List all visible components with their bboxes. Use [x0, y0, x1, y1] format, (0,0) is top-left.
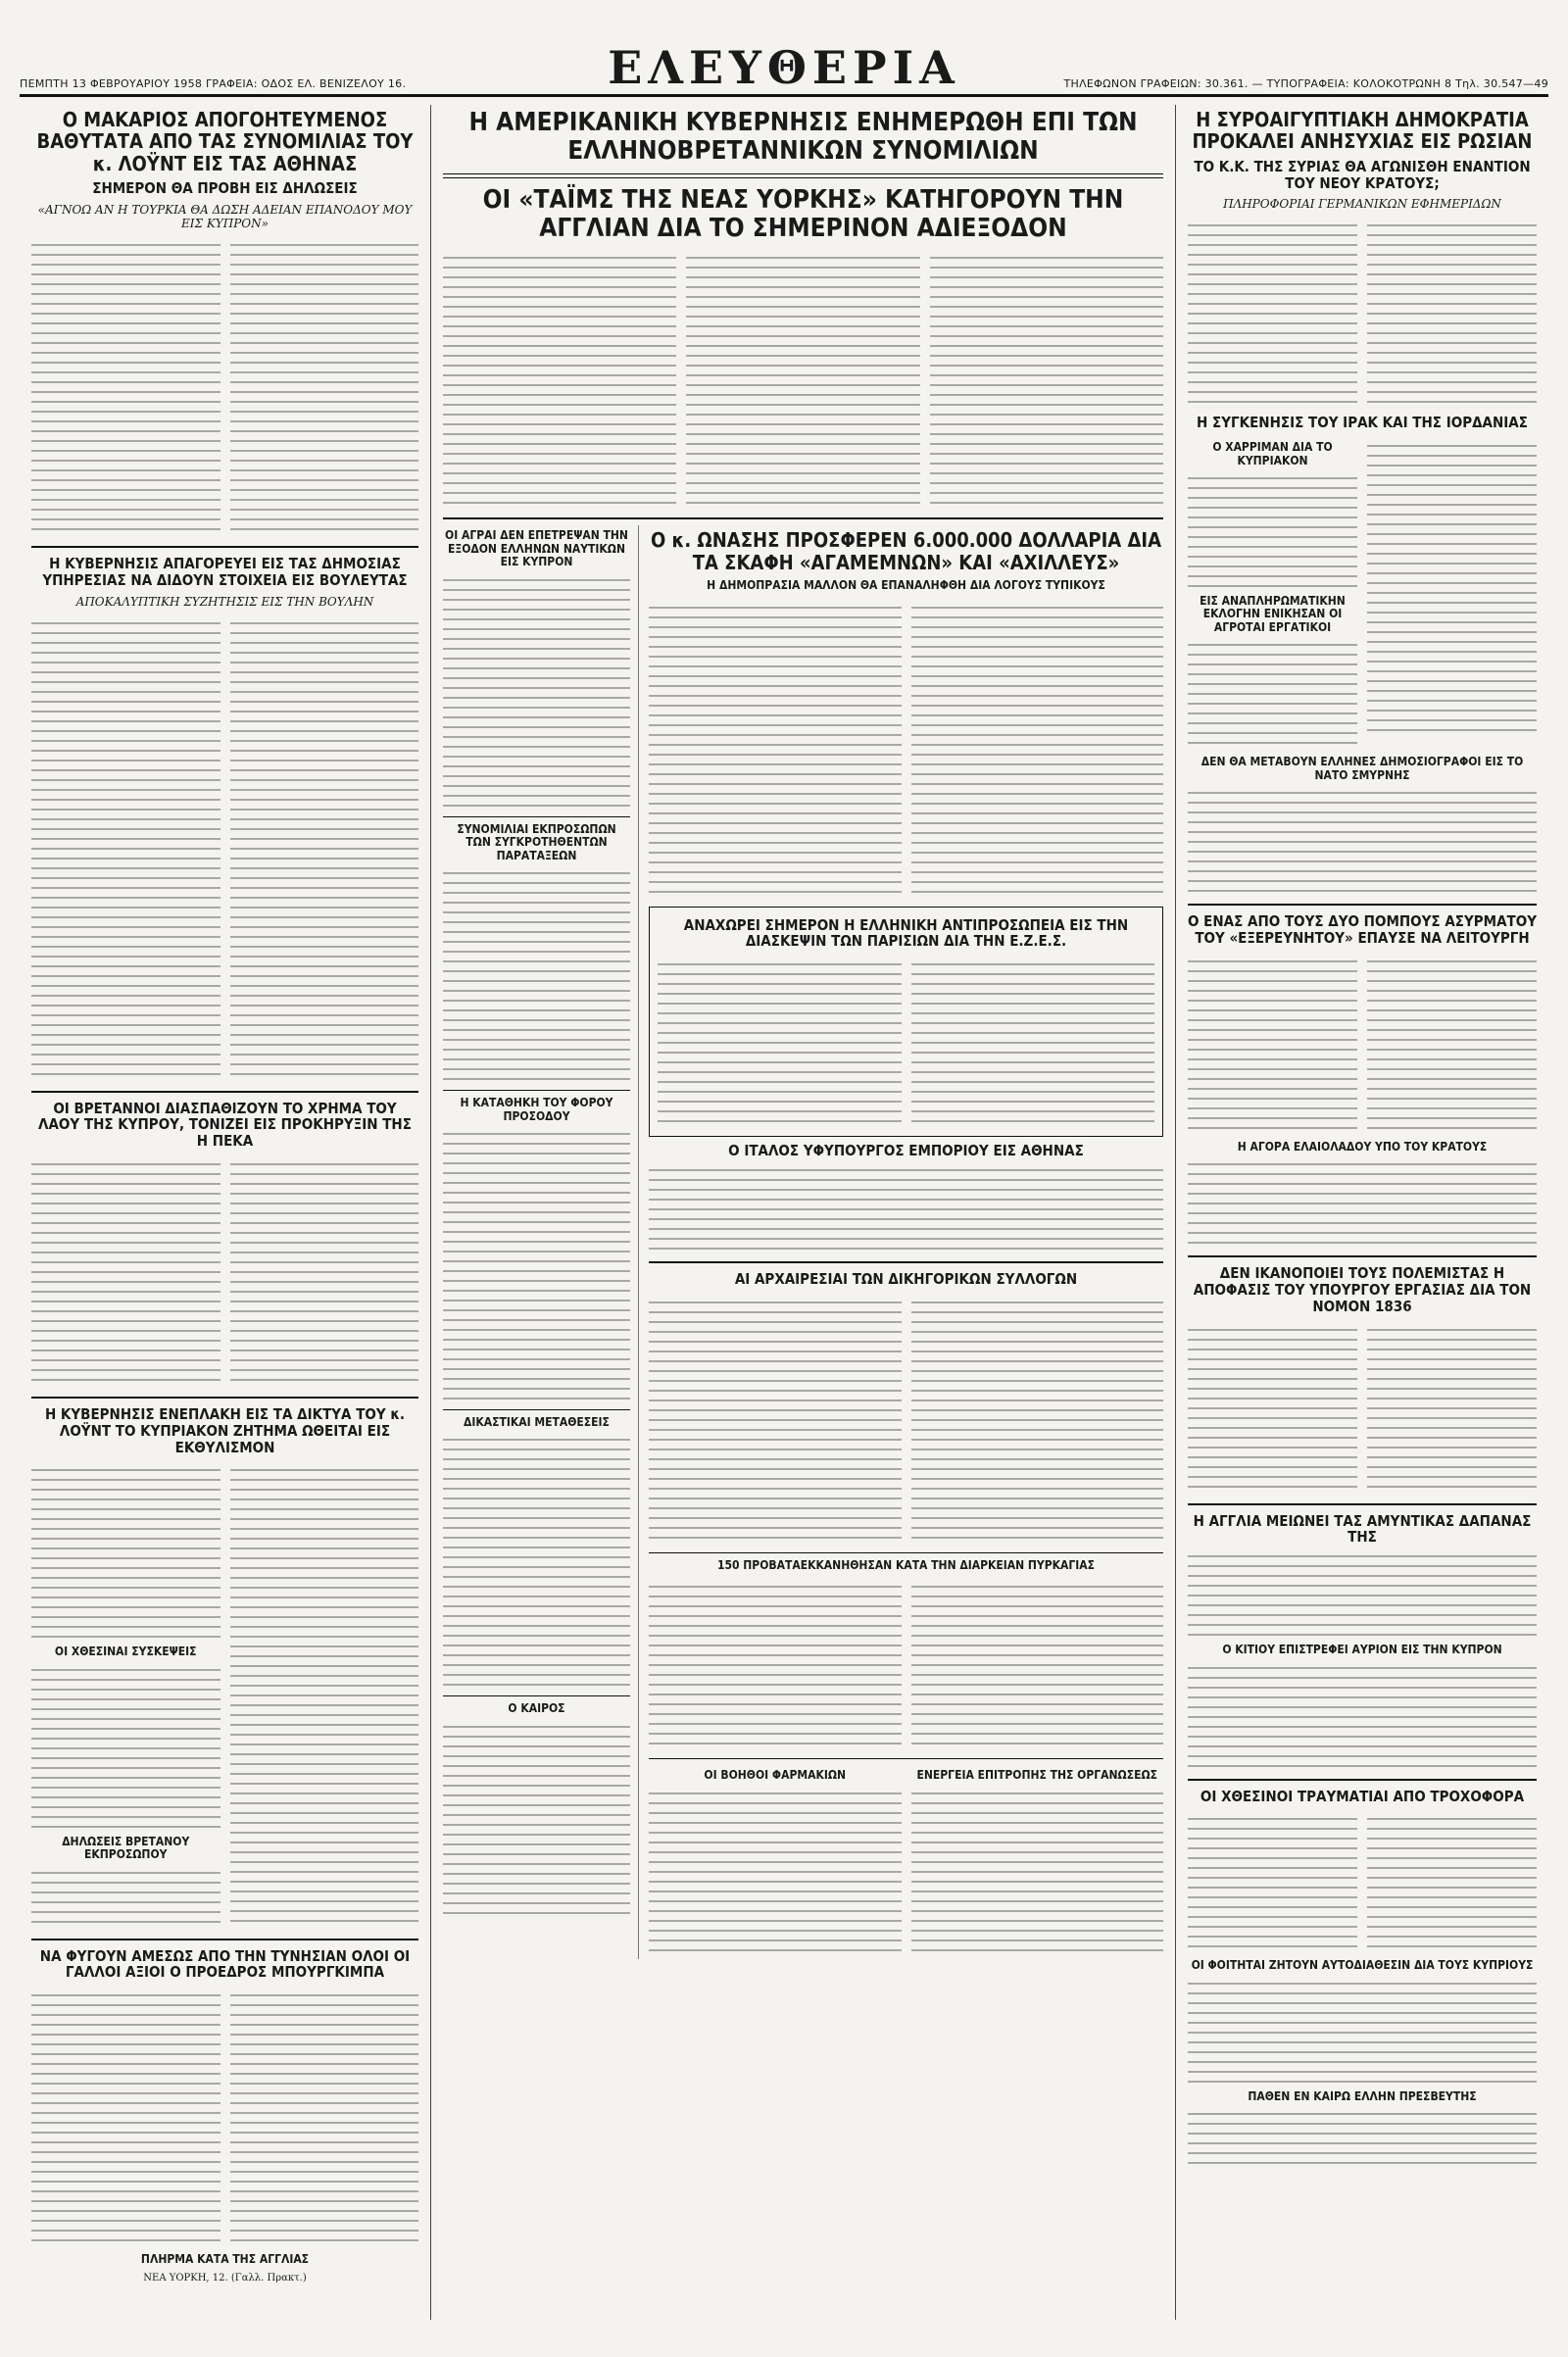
text-block: [1367, 1325, 1537, 1492]
text-block: [1367, 957, 1537, 1133]
article-body: [31, 1155, 418, 1389]
text-block: [1188, 1979, 1537, 2087]
text-block: [911, 1298, 1164, 1543]
subhead-pharmacists: ΟΙ ΒΟΗΘΟΙ ΦΑΡΜΑΚΙΩΝ: [704, 1768, 847, 1783]
divider: [443, 1090, 630, 1091]
article-body: [1188, 437, 1537, 752]
center-lower: [443, 525, 1163, 1958]
text-block: [911, 603, 1164, 897]
text-block: [1188, 221, 1357, 407]
text-block: [230, 1465, 419, 1926]
headline-explorer-satellite: Ο ΕΝΑΣ ΑΠΟ ΤΟΥΣ ΔΥΟ ΠΟΜΠΟΥΣ ΑΣΥΡΜΑΤΟΥ ΤΟΥ «ΕΞΕΡΕΥΝΗΤΟΥ» ΕΠΑΥΣΕ ΝΑ ΛΕΙΤΟΥΡΓΗ: [1188, 912, 1537, 948]
headline-british-money: ΟΙ ΒΡΕΤΑΝΝΟΙ ΔΙΑΣΠΑΘΙΖΟΥΝ ΤΟ ΧΡΗΜΑ ΤΟΥ ΛΑΟΥ ΤΗΣ ΚΥΠΡΟΥ, ΤΟΝΙΖΕΙ ΕΙΣ ΠΡΟΚΗΡΥΞΙΝ ΤΗΣ Η ΠΕΚΑ: [38, 1099, 412, 1151]
text-block: [1367, 1814, 1537, 1951]
text-block: [443, 1129, 630, 1403]
text-block: [1188, 1814, 1357, 1951]
quote-makarios: «ΑΓΝΟΩ ΑΝ Η ΤΟΥΡΚΙΑ ΘΑ ΔΩΣΗ ΑΔΕΙΑΝ ΕΠΑΝΟΔΟΥ ΜΟΥ ΕΙΣ ΚΥΠΡΟΝ»: [37, 202, 413, 230]
headline-makarios: Ο ΜΑΚΑΡΙΟΣ ΑΠΟΓΟΗΤΕΥΜΕΝΟΣ ΒΑΘΥΤΑΤΑ ΑΠΟ ΤΑΣ ΣΥΝΟΜΙΛΙΑΣ ΤΟΥ κ. ΛΟΫΝΤ ΕΙΣ ΤΑΣ ΑΘΗΝΑΣ: [36, 108, 414, 175]
headline-tunisia: ΝΑ ΦΥΓΟΥΝ ΑΜΕΣΩΣ ΑΠΟ ΤΗΝ ΤΥΝΗΣΙΑΝ ΟΛΟΙ ΟΙ ΓΑΛΛΟΙ ΑΞΙΟΙ Ο ΠΡΟΕΔΡΟΣ ΜΠΟΥΡΓΚΙΜΠΑ: [39, 1946, 411, 1982]
subhead-syria-communists: ΤΟ Κ.Κ. ΤΗΣ ΣΥΡΙΑΣ ΘΑ ΑΓΩΝΙΣΘΗ ΕΝΑΝΤΙΟΝ ΤΟΥ ΝΕΟΥ ΚΡΑΤΟΥΣ;: [1194, 157, 1531, 192]
newspaper-page: [20, 14, 1548, 2327]
text-block: [443, 575, 630, 810]
dateline-new-york: ΝΕΑ ΥΟΡΚΗ, 12. (Γαλλ. Πρακτ.): [143, 2272, 307, 2283]
text-block: [911, 959, 1155, 1126]
text-block: [31, 1665, 220, 1832]
subhead-kitiou: Ο ΚΙΤΙΟΥ ΕΠΙΣΤΡΕΦΕΙ ΑΥΡΙΟΝ ΕΙΣ ΤΗΝ ΚΥΠΡΟΝ: [1222, 1643, 1502, 1657]
headline-syria-egypt: Η ΣΥΡΟΑΙΓΥΠΤΙΑΚΗ ΔΗΜΟΚΡΑΤΙΑ ΠΡΟΚΑΛΕΙ ΑΝΗΣΥΧΙΑΣ ΕΙΣ ΡΩΣΙΑΝ: [1192, 108, 1533, 154]
masthead-date-address: ΠΕΜΠΤΗ 13 ΦΕΒΡΟΥΑΡΙΟΥ 1958 ΓΡΑΦΕΙΑ: ΟΔΟΣ ΕΛ. ΒΕΝΙΖΕΛΟΥ 16.: [20, 77, 407, 90]
divider: [443, 1409, 630, 1410]
headline-government: Η ΚΥΒΕΡΝΗΣΙΣ ΑΠΑΓΟΡΕΥΕΙ ΕΙΣ ΤΑΣ ΔΗΜΟΣΙΑΣ ΥΠΗΡΕΣΙΑΣ ΝΑ ΔΙΔΟΥΝ ΣΤΟΙΧΕΙΑ ΕΙΣ ΒΟΥΛΕΥΤΑΣ: [42, 554, 408, 589]
text-block: [1188, 1551, 1537, 1640]
text-block: [31, 240, 220, 534]
subhead-committee: ΕΝΕΡΓΕΙΑ ΕΠΙΤΡΟΠΗΣ ΤΗΣ ΟΡΓΑΝΩΣΕΩΣ: [916, 1768, 1158, 1783]
headline-lloyd-net: Η ΚΥΒΕΡΝΗΣΙΣ ΕΝΕΠΛΑΚΗ ΕΙΣ ΤΑ ΔΙΚΤΥΑ ΤΟΥ κ. ΛΟΫΝΤ ΤΟ ΚΥΠΡΙΑΚΟΝ ΖΗΤΗΜΑ ΩΘΕΙΤΑΙ ΕΙΣ ΕΚΘΥΛΙΣΜΟΝ: [44, 1404, 406, 1456]
text-block: [1188, 957, 1357, 1133]
subhead-british-spokesman: ΔΗΛΩΣΕΙΣ ΒΡΕΤΑΝΟΥ ΕΚΠΡΟΣΩΠΟΥ: [62, 1834, 190, 1862]
text-block: [31, 618, 220, 1079]
article-body: [649, 1765, 1163, 1958]
article-body: [1188, 217, 1537, 411]
text-block: [1188, 788, 1537, 896]
subhead-meetings: ΟΙ ΧΘΕΣΙΝΑΙ ΣΥΣΚΕΨΕΙΣ: [54, 1645, 197, 1659]
text-block: [911, 1582, 1164, 1748]
article-body: [31, 1987, 418, 2249]
divider: [1188, 1779, 1537, 1781]
headline-defense-spending: Η ΑΓΓΛΙΑ ΜΕΙΩΝΕΙ ΤΑΣ ΑΜΥΝΤΙΚΑΣ ΔΑΠΑΝΑΣ ΤΗΣ: [1193, 1511, 1532, 1547]
left-column: [20, 105, 431, 2320]
text-block: [443, 253, 676, 508]
subhead-statements: ΣΗΜΕΡΟΝ ΘΑ ΠΡΟΒΗ ΕΙΣ ΔΗΛΩΣΕΙΣ: [92, 179, 358, 198]
text-block: [1367, 221, 1537, 407]
article-body: [649, 599, 1163, 901]
divider: [649, 1552, 1163, 1553]
divider: [1188, 1255, 1537, 1257]
text-block: [443, 1435, 630, 1690]
divider: [1188, 904, 1537, 906]
text-block: [230, 618, 419, 1079]
divider: [31, 1939, 418, 1940]
text-block: [911, 1789, 1164, 1955]
article-body: [1188, 1810, 1537, 1955]
text-block: [230, 1990, 419, 2245]
text-block: [31, 1868, 220, 1927]
text-block: [649, 1582, 902, 1748]
text-block: [31, 1465, 220, 1642]
headline-onassis: Ο κ. ΩΝΑΣΗΣ ΠΡΟΣΦΕΡΕΝ 6.000.000 ΔΟΛΛΑΡΙΑ ΔΙΑ ΤΑ ΣΚΑΦΗ «ΑΓΑΜΕΜΝΩΝ» ΚΑΙ «ΑΧΙΛΛΕΥΣ»: [651, 528, 1161, 574]
divider: [31, 1091, 418, 1093]
divider: [1188, 1503, 1537, 1505]
article-body: [1188, 1321, 1537, 1496]
text-block: [31, 1990, 220, 2245]
headline-iraq-jordan: Η ΣΥΓΚΕΝΗΣΙΣ ΤΟΥ ΙΡΑΚ ΚΑΙ ΤΗΣ ΙΟΡΔΑΝΙΑΣ: [1197, 414, 1528, 432]
divider: [31, 546, 418, 548]
text-block: [649, 1298, 902, 1543]
subhead-tax: Η ΚΑΤΑΘΗΚΗ ΤΟΥ ΦΟΡΟΥ ΠΡΟΣΟΔΟΥ: [460, 1096, 613, 1123]
text-block: [1367, 441, 1537, 735]
divider: [649, 1758, 1163, 1759]
article-body: [649, 1294, 1163, 1547]
text-block: [1188, 473, 1357, 591]
article-body: [31, 614, 418, 1083]
subhead-farmers-election: ΕΙΣ ΑΝΑΠΛΗΡΩΜΑΤΙΚΗΝ ΕΚΛΟΓΗΝ ΕΝΙΚΗΣΑΝ ΟΙ ΑΓΡΟΤΑΙ ΕΡΓΑΤΙΚΟΙ: [1200, 594, 1346, 634]
subhead-talks: ΣΥΝΟΜΙΛΙΑΙ ΕΚΠΡΟΣΩΠΩΝ ΤΩΝ ΣΥΓΚΡΟΤΗΘΕΝΤΩΝ ΠΑΡΑΤΑΞΕΩΝ: [457, 821, 616, 862]
text-block: [686, 253, 919, 508]
subhead-parliament: ΑΠΟΚΑΛΥΠΤΙΚΗ ΣΥΖΗΤΗΣΙΣ ΕΙΣ ΤΗΝ ΒΟΥΛΗΝ: [75, 594, 374, 609]
text-block: [31, 1159, 220, 1385]
masthead: [20, 14, 1548, 97]
text-block: [930, 253, 1163, 508]
text-block: [1188, 2109, 1537, 2168]
text-block: [1188, 1325, 1357, 1492]
subhead-olive-oil: Η ΑΓΟΡΑ ΕΛΑΙΟΛΑΔΟΥ ΥΠΟ ΤΟΥ ΚΡΑΤΟΥΣ: [1237, 1139, 1488, 1154]
text-block: [649, 1165, 1163, 1253]
subhead-journalists-smyrna: ΔΕΝ ΘΑ ΜΕΤΑΒΟΥΝ ΕΛΛΗΝΕΣ ΔΗΜΟΣΙΟΓΡΑΦΟΙ ΕΙΣ ΤΟ ΝΑΤΟ ΣΜΥΡΝΗΣ: [1200, 755, 1524, 782]
text-block: [1188, 1663, 1537, 1771]
text-block: [1188, 640, 1357, 748]
article-body: [1188, 953, 1537, 1137]
article-body: [649, 1578, 1163, 1752]
divider: [443, 1695, 630, 1696]
headline-labor-law: ΔΕΝ ΙΚΑΝΟΠΟΙΕΙ ΤΟΥΣ ΠΟΛΕΜΙΣΤΑΣ Η ΑΠΟΦΑΣΙΣ ΤΟΥ ΥΠΟΥΡΓΟΥ ΕΡΓΑΣΙΑΣ ΔΙΑ ΤΟΝ ΝΟΜΟΝ 1836: [1193, 1264, 1532, 1315]
center-column: [431, 105, 1176, 2320]
article-body: [658, 956, 1154, 1130]
text-block: [649, 603, 902, 897]
headline-farmers: ΟΙ ΑΓΡΑΙ ΔΕΝ ΕΠΕΤΡΕΨΑΝ ΤΗΝ ΕΞΟΔΟΝ ΕΛΛΗΝΩΝ ΝΑΥΤΙΚΩΝ ΕΙΣ ΚΥΠΡΟΝ: [445, 528, 628, 569]
headline-american-government: Η ΑΜΕΡΙΚΑΝΙΚΗ ΚΥΒΕΡΝΗΣΙΣ ΕΝΗΜΕΡΩΘΗ ΕΠΙ ΤΩΝ ΕΛΛΗΝΟΒΡΕΤΑΝΝΙΚΩΝ ΣΥΝΟΜΙΛΙΩΝ: [468, 108, 1138, 167]
headline-new-york-times: ΟΙ «ΤΑΪΜΣ ΤΗΣ ΝΕΑΣ ΥΟΡΚΗΣ» ΚΑΤΗΓΟΡΟΥΝ ΤΗΝ ΑΓΓΛΙΑΝ ΔΙΑ ΤΟ ΣΗΜΕΡΙΝΟΝ ΑΔΙΕΞΟΔΟΝ: [482, 185, 1124, 244]
note-german-papers: ΠΛΗΡΟΦΟΡΙΑΙ ΓΕΡΜΑΝΙΚΩΝ ΕΦΗΜΕΡΙΔΩΝ: [1223, 197, 1501, 212]
divider: [31, 1397, 418, 1399]
subhead-judicial: ΔΙΚΑΣΤΙΚΑΙ ΜΕΤΑΘΕΣΕΙΣ: [464, 1414, 610, 1429]
headline-italian-minister: Ο ΙΤΑΛΟΣ ΥΦΥΠΟΥΡΓΟΣ ΕΜΠΟΡΙΟΥ ΕΙΣ ΑΘΗΝΑΣ: [728, 1142, 1084, 1160]
text-block: [1188, 1159, 1537, 1248]
subhead-auction: Η ΔΗΜΟΠΡΑΣΙΑ ΜΑΛΛΟΝ ΘΑ ΕΠΑΝΑΛΗΦΘΗ ΔΙΑ ΛΟΓΟΥΣ ΤΥΠΙΚΟΥΣ: [707, 578, 1105, 593]
headline-lawyers: ΑΙ ΑΡΧΑΙΡΕΣΙΑΙ ΤΩΝ ΔΙΚΗΓΟΡΙΚΩΝ ΣΥΛΛΟΓΩΝ: [734, 1270, 1078, 1289]
divider: [443, 816, 630, 817]
center-right-area: [649, 525, 1163, 1958]
article-body: [443, 249, 1163, 512]
text-block: [443, 1722, 630, 1918]
headline-traffic-injuries: ΟΙ ΧΘΕΣΙΝΟΙ ΤΡΑΥΜΑΤΙΑΙ ΑΠΟ ΤΡΟΧΟΦΟΡΑ: [1200, 1787, 1525, 1805]
subhead-against-england: ΠΛΗΡΜΑ ΚΑΤΑ ΤΗΣ ΑΓΓΛΙΑΣ: [140, 2252, 310, 2267]
subhead-harriman: Ο ΧΑΡΡΙΜΑΝ ΔΙΑ ΤΟ ΚΥΠΡΙΑΚΟΝ: [1212, 440, 1333, 467]
lead-story: [443, 109, 1163, 519]
masthead-phones: ΤΗΛΕΦΩΝΟΝ ΓΡΑΦΕΙΩΝ: 30.361. — ΤΥΠΟΓΡΑΦΕΙΑ: ΚΟΛΟΚΟΤΡΩΝΗ 8 Τηλ. 30.547—49: [1063, 77, 1548, 90]
headline-fire: 150 ΠΡΟΒΑΤΑΕΚΚΑΝΗΘΗΣΑΝ ΚΑΤΑ ΤΗΝ ΔΙΑΡΚΕΙΑΝ ΠΥΡΚΑΓΙΑΣ: [716, 1557, 1096, 1572]
page-columns: [20, 105, 1548, 2320]
article-body: [31, 236, 418, 538]
subhead-ambassador: ΠΑΘΕΝ ΕΝ ΚΑΙΡΩ ΕΛΛΗΝ ΠΡΕΣΒΕΥΤΗΣ: [1248, 2088, 1477, 2103]
headline-delegation: ΑΝΑΧΩΡΕΙ ΣΗΜΕΡΟΝ Η ΕΛΛΗΝΙΚΗ ΑΝΤΙΠΡΟΣΩΠΕΙΑ ΕΙΣ ΤΗΝ ΔΙΑΣΚΕΨΙΝ ΤΩΝ ΠΑΡΙΣΙΩΝ ΔΙΑ ΤΗΝ Ε.Ζ.Ε.Σ.: [683, 915, 1129, 951]
subhead-students: ΟΙ ΦΟΙΤΗΤΑΙ ΖΗΤΟΥΝ ΑΥΤΟΔΙΑΘΕΣΙΝ ΔΙΑ ΤΟΥΣ ΚΥΠΡΙΟΥΣ: [1191, 1958, 1534, 1973]
text-block: [649, 1789, 902, 1955]
boxed-article: [649, 907, 1163, 1138]
divider: [649, 1261, 1163, 1263]
newspaper-title: ΕΛΕΥΘΕΡΙΑ: [608, 41, 960, 94]
text-block: [230, 1159, 419, 1385]
divider: [443, 173, 1163, 178]
center-left-strip: [443, 525, 639, 1958]
right-column: [1176, 105, 1548, 2320]
text-block: [658, 959, 902, 1126]
text-block: [443, 868, 630, 1084]
headline-weather: Ο ΚΑΙΡΟΣ: [508, 1701, 565, 1716]
article-body: [31, 1461, 418, 1930]
text-block: [230, 240, 419, 534]
